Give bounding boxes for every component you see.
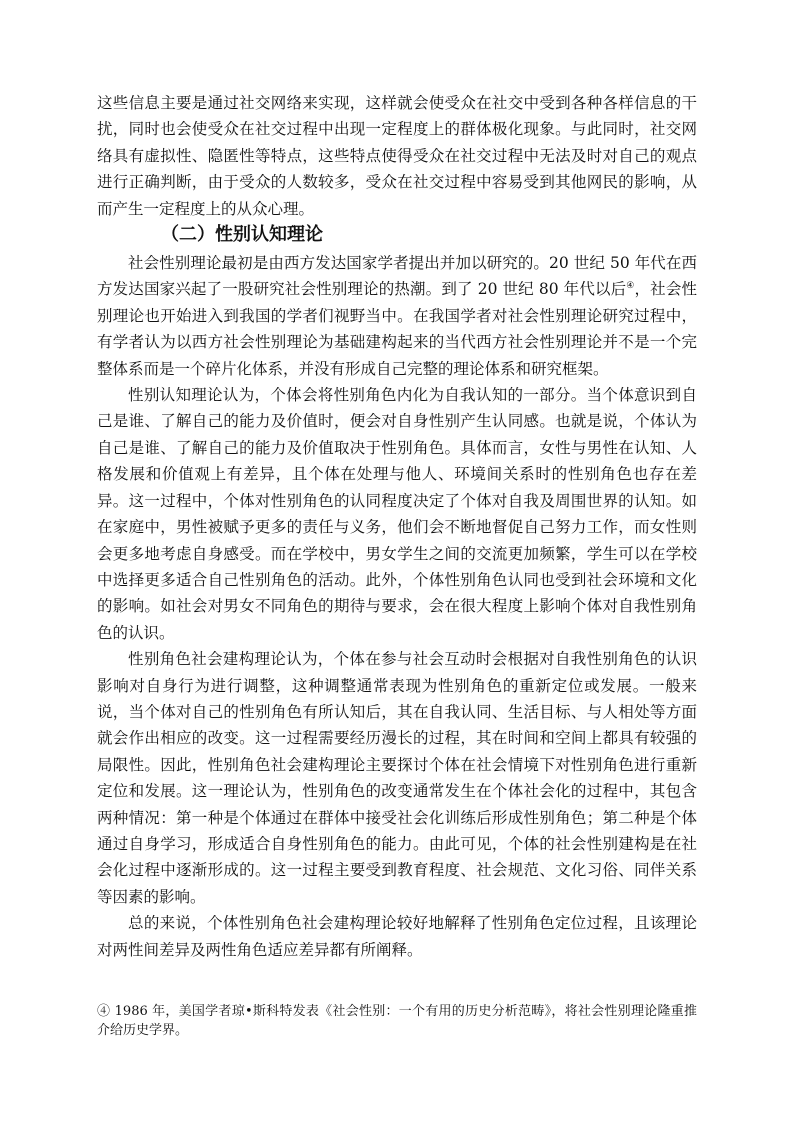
paragraph-gender-cognition: 性别认知理论认为，个体会将性别角色内化为自我认知的一部分。当个体意识到自己是谁、了解自己的能力及价值时，便会对自身性别产生认同感。也就是说，个体认为自己是谁、了解自己的能力及价值取决于性别角色。具体而言，女性与男性在认知、人格发展和价值观上有差异，且个体在处理与他人、环境间关系时的性别角色也存在差异。这一过程中，个体对性别角色的认同程度决定了个体对自我及周围世界的认知。如在家庭中，男性被赋予更多的责任与义务，他们会不断地督促自己努力工作，而女性则会更多地考虑自身感受。而在学校中，男女学生之间的交流更加频繁，学生可以在学校中选择更多适合自己性别角色的活动。此外，个体性别角色认同也受到社会环境和文化的影响。如社会对男女不同角色的期待与要求，会在很大程度上影响个体对自我性别角色的认识。 bbox=[97, 386, 697, 642]
section-heading: （二）性别认知理论 bbox=[161, 224, 323, 246]
paragraph-continuation: 这些信息主要是通过社交网络来实现，这样就会使受众在社交中受到各种各样信息的干扰，同时也会使受众在社交过程中出现一定程度上的群体极化现象。与此同时，社交网络具有虚拟性、隐匿性等特点，这些特点使得受众在社交过程中无法及时对自己的观点进行正确判断，由于受众的人数较多，受众在社交过程中容易受到其他网民的影响，从而产生一定程度上的从众心理。 bbox=[97, 94, 697, 218]
document-body bbox=[97, 90, 697, 963]
paragraph-text-part: ，社会性别理论也开始进入到我国的学者们视野当中。在我国学者对社会性别理论研究过程中，有学者认为以西方社会性别理论为基础建构起来的当代西方社会性别理论并不是一个完整体系而是一个碎片化体系，并没有形成自己完整的理论体系和研究框架。 bbox=[97, 280, 697, 378]
footnote-reference[interactable]: ④ bbox=[626, 281, 635, 292]
footnote-text: ④ 1986 年，美国学者琼•斯科特发表《社会性别：一个有用的历史分析范畴》，将社会性别理论隆重推介给历史学界。 bbox=[97, 1004, 697, 1038]
paragraph-text-part: 社会性别理论最初是由西方发达国家学者提出并加以研究的。20 世纪 50 年代在西方发达国家兴起了一股研究社会性别理论的热潮。到了 20 世纪 80 年代以后 bbox=[97, 254, 697, 299]
paragraph-gender-theory-origin bbox=[97, 250, 697, 382]
footnote-area bbox=[97, 1002, 697, 1040]
paragraph-social-construction: 性别角色社会建构理论认为，个体在参与社会互动时会根据对自我性别角色的认识影响对自身行为进行调整，这种调整通常表现为性别角色的重新定位或发展。一般来说，当个体对自己的性别角色有所认知后，其在自我认同、生活目标、与人相处等方面就会作出相应的改变。这一过程需要经历漫长的过程，其在时间和空间上都具有较强的局限性。因此，性别角色社会建构理论主要探讨个体在社会情境下对性别角色进行重新定位和发展。这一理论认为，性别角色的改变通常发生在个体社会化的过程中，其包含两种情况：第一种是个体通过在群体中接受社会化训练后形成性别角色；第二种是个体通过自身学习，形成适合自身性别角色的能力。由此可见，个体的社会性别建构是在社会化过程中逐渐形成的。这一过程主要受到教育程度、社会规范、文化习俗、同伴关系等因素的影响。 bbox=[97, 650, 697, 906]
paragraph-summary: 总的来说，个体性别角色社会建构理论较好地解释了性别角色定位过程，且该理论对两性间差异及两性角色适应差异都有所阐释。 bbox=[97, 914, 697, 959]
